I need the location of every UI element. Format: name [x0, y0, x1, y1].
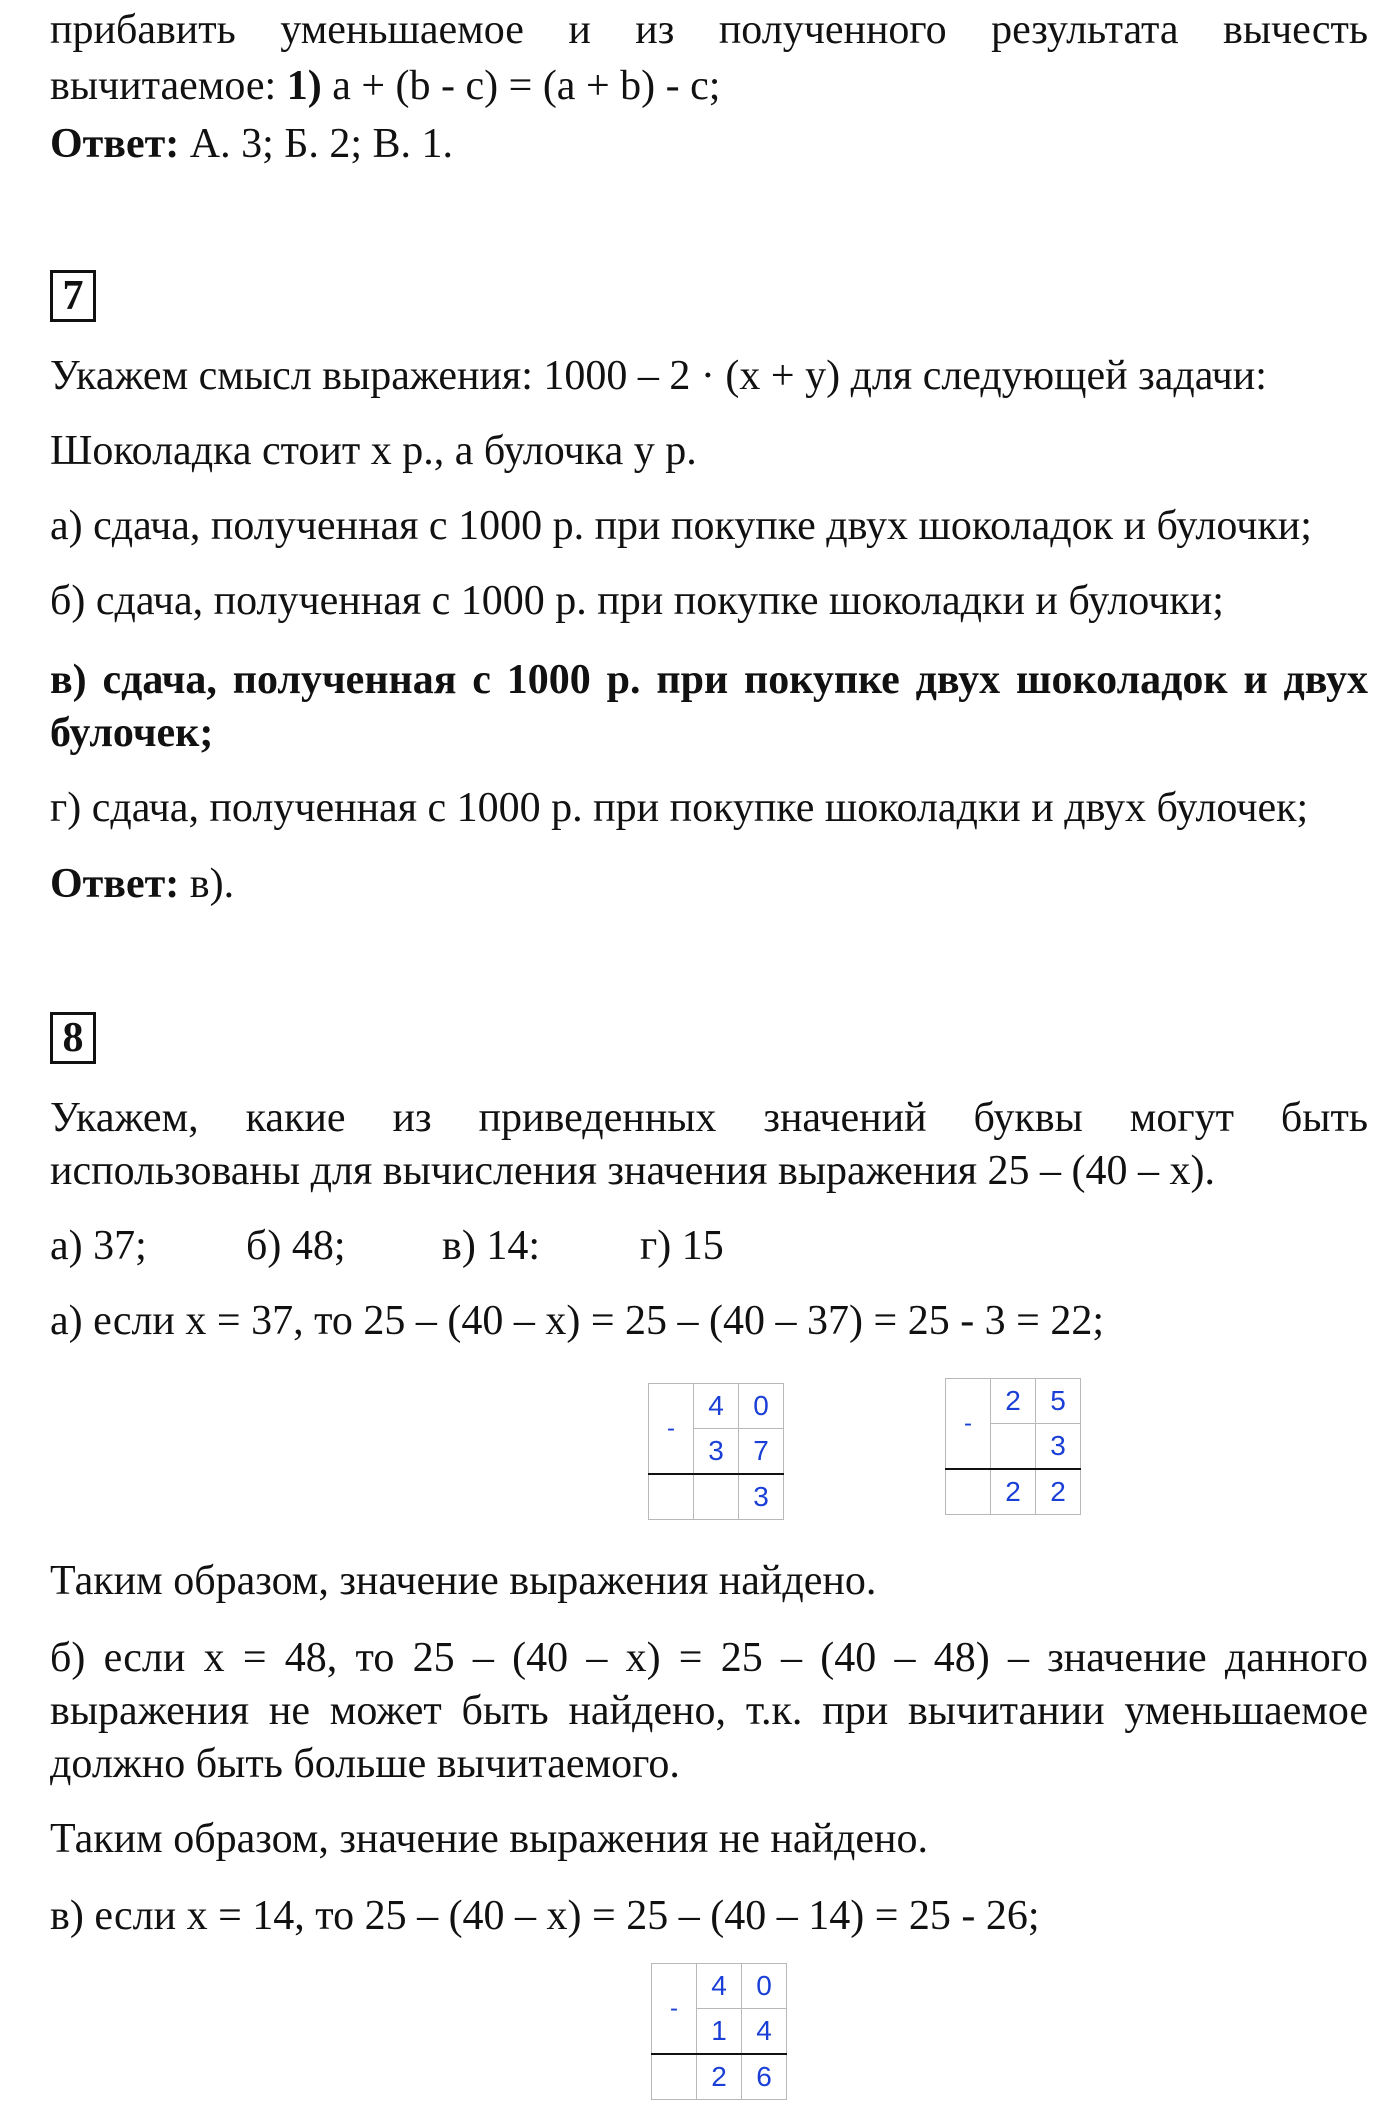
column-subtraction-40-37: [648, 1383, 784, 1520]
task-7-option-v-line-1: в) сдача, полученная с 1000 р. при покупке двух шоколадок и двух: [50, 657, 1368, 703]
column-subtraction-25-3: [945, 1378, 1081, 1515]
task-8-case-b-line-3: должно быть больше вычитаемого.: [50, 1741, 680, 1787]
choice-v: в) 14:: [442, 1223, 540, 1269]
minus-sign: -: [946, 1379, 991, 1470]
minus-sign: -: [652, 1964, 697, 2055]
task-7-option-b: б) сдача, полученная с 1000 р. при покупке шоколадки и булочки;: [50, 578, 1224, 624]
task-8-number: 8: [50, 1012, 96, 1064]
digit: 3: [1036, 1424, 1081, 1470]
choice-b: б) 48;: [246, 1223, 346, 1269]
minus-sign: -: [649, 1384, 694, 1475]
answer-text: А. 3; Б. 2; В. 1.: [179, 121, 454, 167]
digit: [991, 1424, 1036, 1470]
empty-cell: [946, 1469, 991, 1515]
digit: 5: [1036, 1379, 1081, 1424]
empty-cell: [649, 1474, 694, 1520]
task-8-found: Таким образом, значение выражения найдено.: [50, 1558, 877, 1604]
task-8-line-2: использованы для вычисления значения выражения 25 – (40 – x).: [50, 1148, 1216, 1194]
digit: 0: [742, 1964, 787, 2009]
intro-line-2-prefix: вычитаемое:: [50, 63, 287, 109]
task-8-not-found: Таким образом, значение выражения не найдено.: [50, 1816, 929, 1862]
digit: 2: [697, 2054, 742, 2100]
digit: 2: [1036, 1469, 1081, 1515]
choice-g: г) 15: [640, 1223, 724, 1269]
intro-answer: [50, 118, 1368, 170]
intro-line-2-bold: 1): [286, 63, 322, 109]
digit: [694, 1474, 739, 1520]
choice-a: а) 37;: [50, 1223, 147, 1269]
digit: 7: [739, 1429, 784, 1475]
answer-text: в).: [179, 861, 235, 907]
digit: 4: [697, 1964, 742, 2009]
task-8-case-b-line-1: б) если x = 48, то 25 – (40 – x) = 25 – (40 – 48) – значение данного: [50, 1635, 1368, 1681]
digit: 2: [991, 1469, 1036, 1515]
answer-label: Ответ:: [50, 861, 180, 907]
digit: 0: [739, 1384, 784, 1429]
task-8-case-v: в) если x = 14, то 25 – (40 – x) = 25 – (40 – 14) = 25 - 26;: [50, 1893, 1040, 1939]
task-7-option-v-line-2: булочек;: [50, 710, 214, 756]
answer-label: Ответ:: [50, 121, 180, 167]
digit: 3: [694, 1429, 739, 1475]
digit: 3: [739, 1474, 784, 1520]
task-8-case-b-line-2: выражения не может быть найдено, т.к. при вычитании уменьшаемое: [50, 1688, 1368, 1734]
task-7-option-g: г) сдача, полученная с 1000 р. при покупке шоколадки и двух булочек;: [50, 785, 1309, 831]
digit: 2: [991, 1379, 1036, 1424]
intro-formula: a + (b - c) = (a + b) - c;: [321, 63, 721, 109]
column-subtraction-40-14: [651, 1963, 787, 2100]
digit: 4: [742, 2009, 787, 2055]
task-8-case-a: а) если x = 37, то 25 – (40 – x) = 25 – (40 – 37) = 25 - 3 = 22;: [50, 1298, 1105, 1344]
empty-cell: [652, 2054, 697, 2100]
digit: 1: [697, 2009, 742, 2055]
task-7-line-2: Шоколадка стоит x р., а булочка y р.: [50, 428, 697, 474]
digit: 4: [694, 1384, 739, 1429]
task-7-number: 7: [50, 270, 96, 322]
task-8-line-1: Укажем, какие из приведенных значений буквы могут быть: [50, 1095, 1368, 1141]
intro-line-2: [50, 60, 1368, 112]
digit: 6: [742, 2054, 787, 2100]
task-7-line-1: Укажем смысл выражения: 1000 – 2 · (x + y) для следующей задачи:: [50, 353, 1267, 399]
task-7-option-a: а) сдача, полученная с 1000 р. при покупке двух шоколадок и булочки;: [50, 503, 1312, 549]
task-7-answer: [50, 858, 1368, 910]
intro-line-1: прибавить уменьшаемое и из полученного результата вычесть: [50, 7, 1368, 53]
